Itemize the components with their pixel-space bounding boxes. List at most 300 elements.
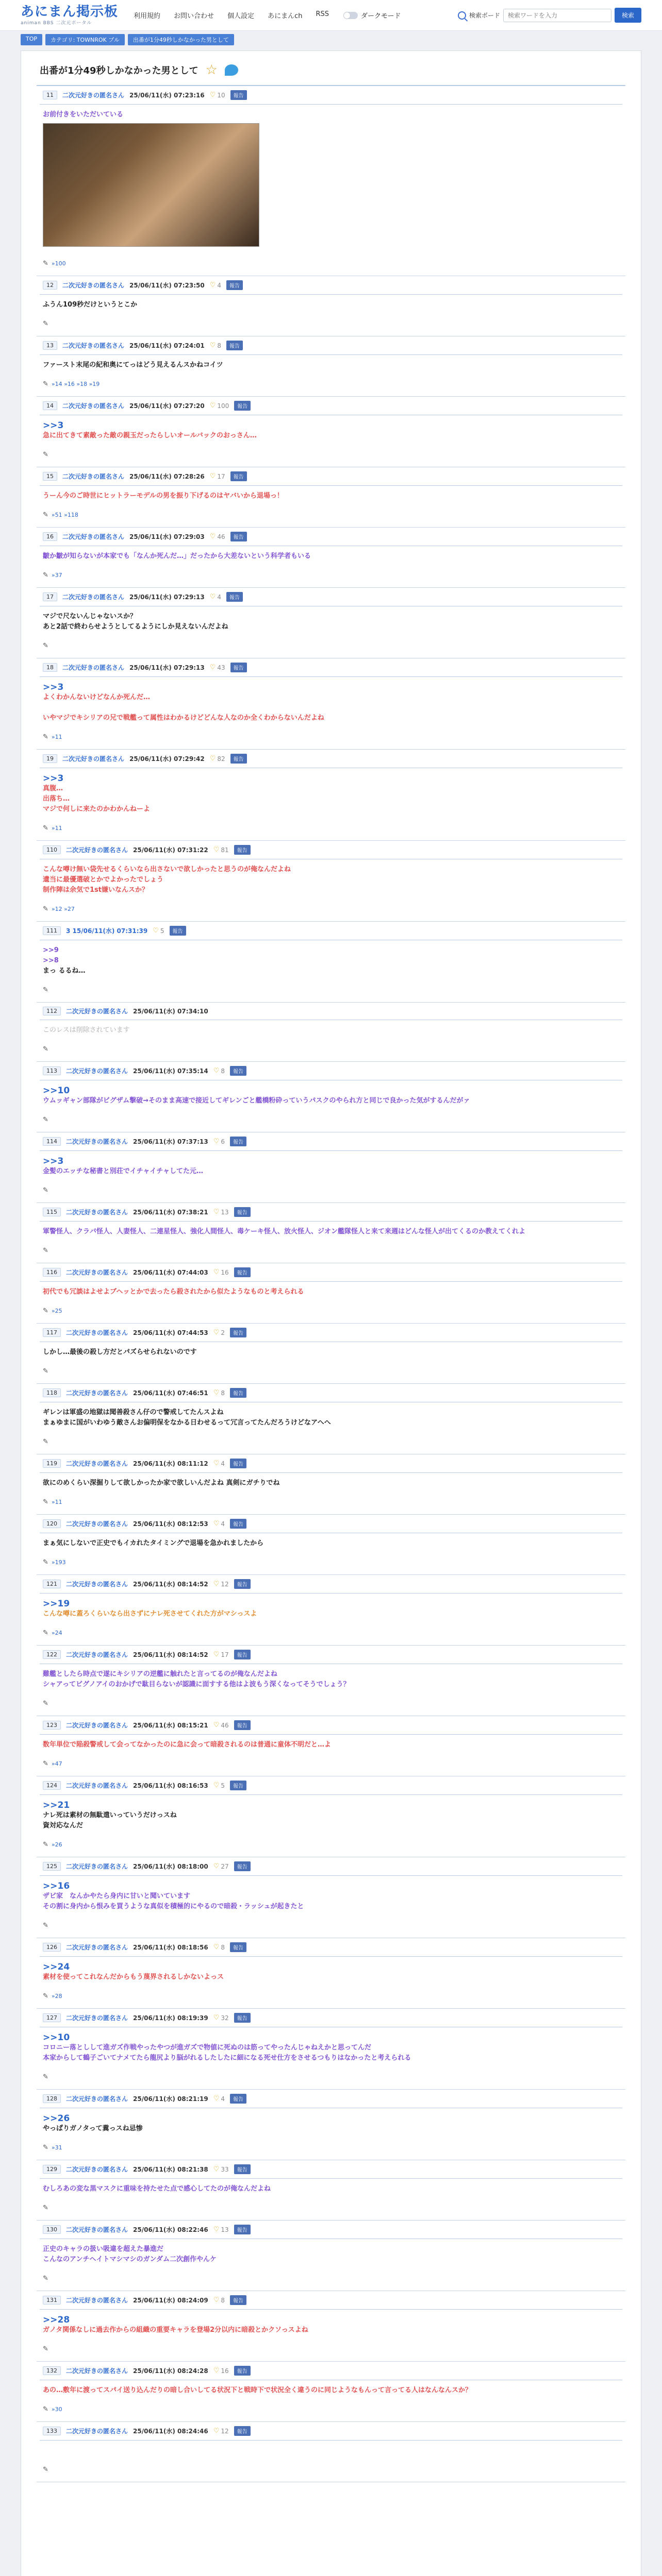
reply-links[interactable]: »12 »27 [51, 905, 75, 912]
post-number[interactable]: 127 [43, 2013, 61, 2022]
post-footer [40, 2457, 622, 2477]
reply-links[interactable]: »47 [51, 1760, 62, 1767]
report-button[interactable]: 報告 [234, 2366, 251, 2376]
post-date: 25/06/11(水) 07:34:10 [133, 1008, 208, 1015]
search-box [458, 8, 641, 23]
post-body [40, 1286, 622, 1298]
post-date: 25/06/11(水) 07:44:03 [133, 1269, 208, 1276]
post-number[interactable]: 13 [43, 341, 57, 350]
post-number[interactable]: 17 [43, 592, 57, 601]
site-logo[interactable] [21, 5, 118, 26]
post-date: 25/06/11(水) 08:19:39 [133, 2014, 208, 2022]
report-button[interactable]: 報告 [230, 2295, 246, 2305]
post-footer [40, 442, 622, 462]
reply-anchor-link[interactable]: >>3 [43, 773, 64, 784]
reply-icon[interactable]: ✎ [43, 259, 48, 267]
reply-icon[interactable]: ✎ [43, 2204, 48, 2212]
reply-icon[interactable]: ✎ [43, 2143, 48, 2151]
reply-icon[interactable]: ✎ [43, 1186, 48, 1194]
report-button[interactable]: 報告 [230, 1781, 246, 1790]
report-button[interactable]: 報告 [234, 1650, 251, 1659]
report-button[interactable]: 報告 [170, 926, 186, 936]
heart-icon: ♡ [213, 2226, 220, 2233]
report-button[interactable]: 報告 [230, 2094, 246, 2104]
report-button[interactable]: 報告 [230, 1137, 246, 1146]
reply-anchor-link[interactable]: >>10 [43, 2032, 70, 2043]
post-footer [40, 1832, 622, 1852]
report-button[interactable]: 報告 [234, 401, 251, 411]
heart-icon: ♡ [209, 281, 216, 289]
post-number[interactable]: 126 [43, 1943, 61, 1952]
post-header [40, 1716, 622, 1735]
post-author: 二次元好きの匿名さん [66, 1008, 128, 1015]
heart-icon: ♡ [213, 2165, 220, 2173]
like-button[interactable] [213, 1943, 225, 1951]
heart-icon: ♡ [213, 1067, 220, 1075]
like-count: 4 [217, 593, 222, 601]
nav-contact[interactable]: お問い合わせ [174, 12, 214, 20]
like-button[interactable] [213, 2226, 229, 2233]
report-button[interactable]: 報告 [234, 1861, 251, 1871]
report-button[interactable]: 報告 [230, 90, 247, 100]
reply-links[interactable]: »100 [51, 260, 66, 267]
like-button[interactable] [213, 1862, 229, 1870]
thread-title-bar [37, 57, 625, 86]
post-author: 二次元好きの匿名さん [66, 2367, 128, 2375]
heart-icon: ♡ [213, 1580, 220, 1588]
breadcrumb-thread[interactable]: 出番が1分49秒しかなかった男として [128, 34, 234, 45]
like-button[interactable] [213, 2427, 229, 2435]
post-author: 二次元好きの匿名さん [66, 1138, 128, 1145]
report-button[interactable]: 報告 [230, 1066, 246, 1076]
post-header [40, 467, 622, 486]
report-button[interactable]: 報告 [230, 1388, 246, 1398]
like-button[interactable] [213, 1329, 225, 1336]
reply-links[interactable]: »193 [51, 1558, 66, 1566]
post [37, 2422, 625, 2482]
post-header [40, 2090, 622, 2108]
post [37, 528, 625, 588]
like-button[interactable] [213, 1520, 225, 1528]
post-footer [40, 1178, 622, 1197]
post-date: 25/06/11(水) 07:38:21 [133, 1209, 208, 1216]
report-button[interactable]: 報告 [234, 845, 251, 855]
thread-container [21, 50, 641, 2576]
post-footer [40, 502, 622, 522]
reply-icon[interactable]: ✎ [43, 641, 48, 650]
dark-mode-label: ダークモード [361, 12, 401, 20]
post-footer [40, 1984, 622, 2003]
report-button[interactable]: 報告 [226, 592, 243, 602]
reply-anchor-link[interactable]: >>26 [43, 2113, 70, 2124]
post-date: 25/06/11(水) 07:44:53 [133, 1329, 208, 1336]
breadcrumb-category[interactable]: カテゴリ: TOWNROK プル [45, 34, 125, 45]
reply-icon[interactable]: ✎ [43, 1921, 48, 1929]
post-number[interactable]: 124 [43, 1781, 61, 1790]
like-count: 5 [221, 1782, 225, 1789]
dark-mode-toggle[interactable] [343, 10, 401, 20]
post [37, 2160, 625, 2221]
post-body [40, 1668, 622, 1691]
toggle-knob [344, 12, 350, 19]
like-count: 81 [221, 846, 229, 854]
like-button[interactable] [210, 593, 221, 601]
post-body [40, 550, 622, 563]
nav-animanch[interactable]: あにまんch [268, 12, 303, 20]
like-button[interactable] [210, 533, 225, 540]
breadcrumb-top[interactable]: TOP [21, 34, 42, 45]
like-button[interactable] [213, 1651, 229, 1658]
report-button[interactable]: 報告 [230, 663, 247, 672]
post-text-line: シャアってビグノアイのおかげで駄目らないが認識に面すする他はよ波もう深くなってそうでしょう？ [43, 1681, 350, 1688]
post-footer [40, 1751, 622, 1771]
like-count: 4 [217, 281, 222, 289]
post-body [40, 2183, 622, 2195]
post-footer [40, 311, 622, 331]
post-date: 25/06/11(水) 08:15:21 [133, 1722, 208, 1729]
post-number[interactable]: 111 [43, 926, 61, 935]
report-button[interactable]: 報告 [230, 1328, 246, 1337]
reply-anchor-link[interactable]: >>19 [43, 1599, 70, 1609]
post-author: 二次元好きの匿名さん [62, 755, 125, 762]
report-button[interactable]: 報告 [234, 1579, 251, 1589]
post [37, 1324, 625, 1384]
post-body [40, 419, 622, 442]
post-number[interactable]: 14 [43, 401, 57, 410]
post-number[interactable]: 122 [43, 1650, 61, 1659]
post [37, 1575, 625, 1646]
reply-anchor-link[interactable]: >>24 [43, 1962, 70, 1972]
search-icon [458, 11, 466, 20]
reply-icon[interactable]: ✎ [43, 1558, 48, 1566]
like-button[interactable] [210, 402, 229, 410]
like-button[interactable] [213, 2095, 225, 2103]
post-number[interactable]: 12 [43, 281, 57, 290]
report-button[interactable]: 報告 [230, 1519, 246, 1529]
like-count: 17 [221, 1651, 229, 1658]
post-footer [40, 1913, 622, 1933]
report-button[interactable]: 報告 [230, 754, 247, 764]
like-button[interactable] [213, 1782, 225, 1789]
reply-icon[interactable]: ✎ [43, 1759, 48, 1768]
like-button[interactable] [210, 91, 225, 99]
report-button[interactable]: 報告 [230, 1459, 246, 1468]
post-header [40, 2362, 622, 2380]
heart-icon: ♡ [213, 1520, 220, 1528]
like-button[interactable] [213, 2296, 225, 2304]
post-number[interactable]: 112 [43, 1007, 61, 1015]
reply-links[interactable]: »25 [51, 1307, 62, 1314]
post [37, 750, 625, 841]
post-text-line: 遺当に最優選破とかでよかったでしょう [43, 876, 164, 884]
post-number[interactable]: 121 [43, 1580, 61, 1588]
reply-icon[interactable]: ✎ [43, 1115, 48, 1124]
post-date: 25/06/11(水) 07:27:20 [129, 402, 205, 410]
post-number[interactable]: 125 [43, 1862, 61, 1871]
post [37, 2090, 625, 2160]
post-header [40, 528, 622, 546]
post-text-line: よくわかんないけどなんか死んだ… [43, 693, 151, 701]
post-footer [40, 1298, 622, 1318]
post-header [40, 1203, 622, 1222]
post-header [40, 1938, 622, 1957]
post-date: 25/06/11(水) 07:24:01 [129, 342, 205, 349]
post-text-line: コロニー落としして進ガズ作戦やったやつが進ガズで物値に死ぬのは筋ってやったんじゃねえかと思ってんだ [43, 2044, 372, 2052]
heart-icon: ♡ [213, 1651, 220, 1658]
post-number[interactable]: 11 [43, 91, 57, 99]
post-footer [40, 2135, 622, 2155]
post-number[interactable]: 130 [43, 2225, 61, 2234]
reply-icon[interactable]: ✎ [43, 1629, 48, 1637]
reply-links[interactable]: »26 [51, 1841, 62, 1848]
reply-links[interactable]: »11 [51, 733, 62, 740]
post-text-line: 金髪のエッチな秘書と別荘でイチャイチャしてた元… [43, 1167, 203, 1175]
reply-anchor-link[interactable]: >>21 [43, 1800, 70, 1810]
reply-anchor-link[interactable]: >>3 [43, 1156, 64, 1166]
reply-links[interactable]: »28 [51, 1992, 62, 1999]
like-count: 6 [221, 1138, 225, 1145]
post-text-line [43, 2446, 619, 2456]
post-text-line: ウムッギャン部隊がビグザム撃破→そのまま高速で接近してギレンごと艦橋粉砕っていうパスクのやられ方と同じで良かった気がするんだがァ [43, 1097, 470, 1105]
post-author: 二次元好きの匿名さん [62, 342, 125, 349]
report-button[interactable]: 報告 [234, 1267, 251, 1277]
post-image[interactable] [43, 123, 259, 247]
like-button[interactable] [210, 472, 225, 480]
report-button[interactable]: 報告 [230, 532, 247, 541]
post-author: 二次元好きの匿名さん [66, 2226, 128, 2233]
post [37, 2221, 625, 2291]
post-text-line: 軍警怪人、クラバ怪人、人妻怪人、二連星怪人、強化人間怪人、毒ケーキ怪人、放火怪人、ジオン艦隊怪人と来て来週はどんな怪人が出てくるのか教えてくれよ [43, 1228, 526, 1235]
like-button[interactable] [213, 1208, 229, 1216]
heart-icon: ♡ [213, 1782, 220, 1789]
post-date: 25/06/11(水) 07:35:14 [133, 1067, 208, 1075]
reply-icon[interactable]: ✎ [43, 1307, 48, 1315]
reply-icon[interactable]: ✎ [43, 905, 48, 913]
post-date: 25/06/11(水) 08:16:53 [133, 1782, 208, 1789]
search-input[interactable] [503, 9, 611, 22]
post-number[interactable]: 118 [43, 1388, 61, 1397]
post-body [40, 1406, 622, 1429]
post-body [40, 2243, 622, 2266]
reply-icon[interactable]: ✎ [43, 1045, 48, 1053]
post [37, 1776, 625, 1857]
post-footer [40, 1620, 622, 1640]
heart-icon: ♡ [213, 1329, 220, 1336]
post-number[interactable]: 115 [43, 1208, 61, 1216]
like-button[interactable] [213, 1067, 225, 1075]
post-date: 25/06/11(水) 08:21:38 [133, 2166, 208, 2173]
like-count: 4 [221, 1460, 225, 1467]
post-header [40, 2009, 622, 2027]
post-date: 25/06/11(水) 08:24:28 [133, 2367, 208, 2375]
post-header [40, 2160, 622, 2179]
like-button[interactable] [213, 1389, 225, 1397]
post-text-line: お前付きをいただいている [43, 111, 124, 118]
post-body [40, 109, 622, 251]
report-button[interactable]: 報告 [234, 1207, 251, 1217]
reply-links[interactable]: »11 [51, 824, 62, 832]
reply-anchor-link[interactable]: >>3 [43, 682, 64, 692]
report-button[interactable]: 報告 [226, 341, 243, 350]
reply-icon[interactable]: ✎ [43, 1437, 48, 1446]
post-date: 25/06/11(水) 07:23:16 [129, 92, 205, 99]
search-button[interactable]: 検索 [615, 8, 641, 23]
post-number[interactable]: 117 [43, 1328, 61, 1337]
post-number[interactable]: 123 [43, 1721, 61, 1730]
post [37, 397, 625, 467]
twitter-bird-icon[interactable] [225, 64, 238, 76]
reply-icon[interactable]: ✎ [43, 380, 48, 388]
like-button[interactable] [213, 2165, 229, 2173]
like-button[interactable] [213, 1460, 225, 1467]
like-button[interactable] [213, 2367, 229, 2375]
post-number[interactable]: 15 [43, 472, 57, 481]
nav-terms[interactable]: 利用規約 [134, 12, 161, 20]
post-text-line: しかし…最後の殺し方だとパズらせられないのです [43, 1348, 197, 1356]
report-button[interactable]: 報告 [234, 1720, 251, 1730]
post-text-line: 欲にのめくらい深掘りして欲しかったか家で欲しいんだよね 真剣にガチりでね [43, 1479, 280, 1487]
reply-icon[interactable]: ✎ [43, 2405, 48, 2413]
post-number[interactable]: 129 [43, 2165, 61, 2174]
reply-icon[interactable]: ✎ [43, 1367, 48, 1375]
post-date: 25/06/11(水) 08:12:53 [133, 1520, 208, 1528]
reply-links[interactable]: »24 [51, 1629, 62, 1636]
like-button[interactable] [213, 2014, 229, 2022]
report-button[interactable]: 報告 [234, 2225, 251, 2234]
post-number[interactable]: 132 [43, 2366, 61, 2375]
report-button[interactable]: 報告 [234, 2013, 251, 2023]
toggle-switch[interactable] [343, 12, 358, 19]
page-title: 出番が1分49秒しかなかった男として [40, 65, 198, 76]
like-button[interactable] [213, 1580, 229, 1588]
post-header [40, 658, 622, 677]
like-count: 43 [217, 664, 225, 671]
nav-rss[interactable]: RSS [316, 10, 329, 18]
post-header [40, 86, 622, 105]
post-text-line: こんなのアンチヘイトマシマシのガンダム二次創作やんケ [43, 2256, 217, 2263]
like-count: 33 [221, 2165, 229, 2173]
post-header [40, 1776, 622, 1795]
like-count: 100 [217, 402, 229, 410]
reply-anchor-link[interactable]: >>16 [43, 1881, 70, 1891]
nav-settings[interactable]: 個人設定 [227, 12, 255, 20]
reply-links[interactable]: »51 »118 [51, 511, 78, 518]
like-count: 8 [217, 342, 222, 349]
post [37, 588, 625, 658]
reply-links[interactable]: »37 [51, 571, 62, 579]
post-footer [40, 896, 622, 916]
reply-icon[interactable]: ✎ [43, 1246, 48, 1255]
like-button[interactable] [153, 927, 164, 935]
post-number[interactable]: 110 [43, 845, 61, 854]
post-body [40, 2384, 622, 2397]
like-button[interactable] [210, 755, 225, 762]
reply-icon[interactable]: ✎ [43, 2073, 48, 2081]
post-header [40, 1062, 622, 1080]
post [37, 1515, 625, 1575]
reply-links[interactable]: »30 [51, 2405, 62, 2413]
reply-icon[interactable]: ✎ [43, 319, 48, 328]
reply-icon[interactable]: ✎ [43, 2465, 48, 2473]
reply-icon[interactable]: ✎ [43, 1498, 48, 1506]
post-header [40, 336, 622, 355]
post-number[interactable]: 128 [43, 2094, 61, 2103]
post-body [40, 490, 622, 502]
like-button[interactable] [213, 1721, 229, 1729]
report-button[interactable]: 報告 [230, 1942, 246, 1952]
post-body [40, 2314, 622, 2336]
post-text-line: マジで尺ないんじゃないスか？ [43, 613, 137, 620]
post-number[interactable]: 133 [43, 2427, 61, 2435]
post-body [40, 299, 622, 311]
like-button[interactable] [210, 664, 225, 671]
post-footer [40, 2266, 622, 2285]
report-button[interactable]: 報告 [230, 471, 247, 481]
reply-icon[interactable]: ✎ [43, 824, 48, 832]
reply-icon[interactable]: ✎ [43, 1699, 48, 1707]
like-button[interactable] [213, 1138, 225, 1145]
reply-icon[interactable]: ✎ [43, 511, 48, 519]
like-button[interactable] [213, 846, 229, 854]
like-button[interactable] [213, 1268, 229, 1276]
reply-icon[interactable]: ✎ [43, 733, 48, 741]
post-number[interactable]: 16 [43, 532, 57, 541]
post [37, 1716, 625, 1776]
post-number[interactable]: 113 [43, 1066, 61, 1075]
reply-icon[interactable]: ✎ [43, 2274, 48, 2282]
reply-links[interactable]: »11 [51, 1498, 62, 1505]
report-button[interactable]: 報告 [234, 2426, 251, 2436]
post-number[interactable]: 131 [43, 2296, 61, 2304]
reply-anchor-link[interactable]: >>10 [43, 1086, 70, 1096]
post-date: 25/06/11(水) 07:29:13 [129, 594, 205, 601]
report-button[interactable]: 報告 [234, 2164, 251, 2174]
reply-links[interactable]: »31 [51, 2144, 62, 2151]
post-number[interactable]: 120 [43, 1519, 61, 1528]
heart-icon: ♡ [209, 472, 216, 480]
like-count: 8 [221, 1943, 225, 1951]
reply-icon[interactable]: ✎ [43, 571, 48, 579]
star-icon[interactable]: ☆ [205, 62, 218, 78]
report-button[interactable]: 報告 [226, 280, 243, 290]
reply-anchor-link[interactable]: >>3 [43, 420, 64, 431]
post-number[interactable]: 116 [43, 1268, 61, 1277]
post [37, 2009, 625, 2090]
like-count: 12 [221, 1580, 229, 1588]
like-button[interactable] [210, 281, 221, 289]
post-text-line: まっ るるね… [43, 967, 86, 975]
post-header [40, 1263, 622, 1282]
reply-icon[interactable]: ✎ [43, 986, 48, 994]
heart-icon: ♡ [213, 846, 220, 854]
post-number[interactable]: 19 [43, 754, 57, 763]
reply-anchor-link[interactable]: >>28 [43, 2315, 70, 2325]
reply-icon[interactable]: ✎ [43, 1992, 48, 2000]
like-button[interactable] [210, 342, 221, 349]
heart-icon: ♡ [209, 402, 216, 410]
reply-icon[interactable]: ✎ [43, 1840, 48, 1849]
reply-icon[interactable]: ✎ [43, 2345, 48, 2353]
post-number[interactable]: 119 [43, 1459, 61, 1468]
post-author: 二次元好きの匿名さん [62, 402, 125, 410]
reply-icon[interactable]: ✎ [43, 450, 48, 459]
reply-links[interactable]: »14 »16 »18 »19 [51, 380, 100, 387]
post-number[interactable]: 18 [43, 663, 57, 672]
search-scope-select[interactable]: 検索ボード [469, 12, 500, 19]
post-footer [40, 2336, 622, 2356]
post-number[interactable]: 114 [43, 1137, 61, 1146]
like-count: 17 [217, 472, 225, 480]
